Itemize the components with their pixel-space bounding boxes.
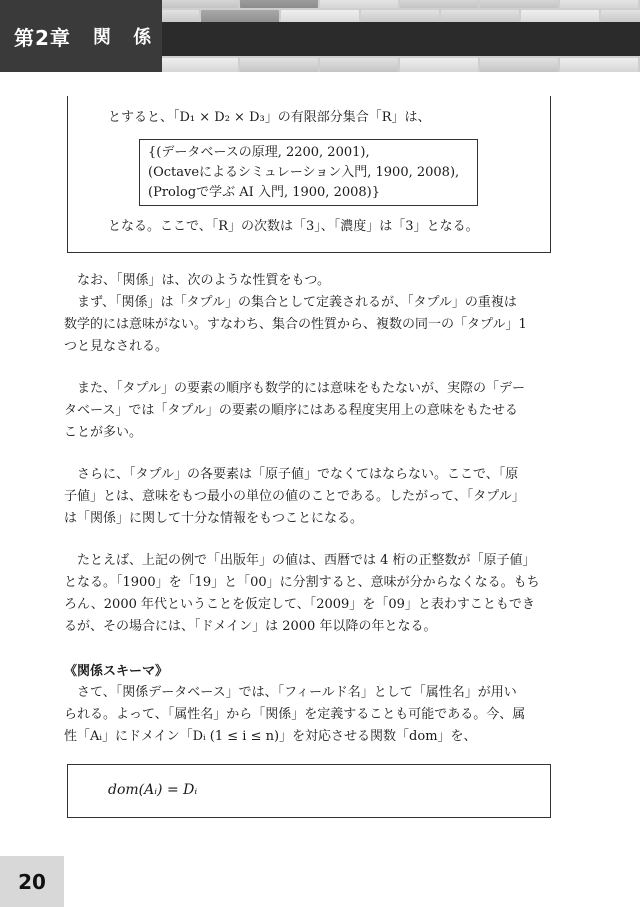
paragraph-line: られる。よって、「属性名」から「関係」を定義することも可能である。今、属 (64, 707, 526, 722)
paragraph-line: 子値」とは、意味をもつ最小の単位の値のことである。したがって、「タプル」 (64, 489, 525, 504)
chapter-number: 第2章 (14, 25, 71, 50)
chapter-header (0, 0, 640, 72)
formula: dom(Aᵢ) = Dᵢ (108, 782, 198, 798)
paragraph-line: 数学的には意味がない。すなわち、集合の性質から、複数の同一の「タプル」1 (64, 317, 527, 332)
chapter-label-box (0, 0, 162, 72)
paragraph (64, 378, 554, 444)
brick (560, 0, 638, 8)
tuple-line: (Octaveによるシミュレーション入門, 1900, 2008), (148, 165, 460, 180)
paragraph (64, 682, 554, 748)
section-heading: 《関係スキーマ》 (64, 664, 169, 679)
paragraph-line: たとえば、上記の例で「出版年」の値は、西暦では 4 桁の正整数が「原子値」 (77, 553, 536, 568)
paragraph (64, 464, 554, 530)
paragraph (64, 550, 554, 638)
example-intro: とすると、「D₁ × D₂ × D₃」の有限部分集合「R」は、 (108, 110, 431, 125)
brick (320, 58, 398, 72)
brick (480, 58, 558, 72)
tuple-line: {(データベースの原理, 2200, 2001), (148, 145, 370, 160)
page-number: 20 (0, 856, 64, 907)
paragraph-line: さて、「関係データベース」では、「フィールド名」として「属性名」が用い (77, 685, 517, 700)
tuple-set-box (139, 139, 478, 206)
paragraph (64, 270, 554, 292)
example-conclusion: となる。ここで、「R」の次数は「3」、「濃度」は「3」となる。 (108, 219, 479, 234)
brick (240, 0, 318, 8)
brick (480, 0, 558, 8)
brick (160, 0, 238, 8)
brick (320, 0, 398, 8)
paragraph-line: は「関係」に関して十分な情報をもつことになる。 (64, 511, 364, 526)
paragraph-line: また、「タプル」の要素の順序も数学的には意味をもたないが、実際の「デー (77, 381, 525, 396)
formula-box (67, 764, 551, 818)
paragraph-line: るが、その場合には、「ドメイン」は 2000 年以降の年となる。 (64, 619, 437, 634)
paragraph-line: まず、「関係」は「タプル」の集合として定義されるが、「タプル」の重複は (77, 295, 517, 310)
paragraph-line: となる。「1900」を「19」と「00」に分割すると、意味が分からなくなる。もち (64, 575, 540, 590)
paragraph-line: なお、「関係」は、次のような性質をもつ。 (77, 273, 330, 288)
brick (400, 0, 478, 8)
paragraph-line: ろん、2000 年代ということを仮定して、「2009」を「09」と表わすこともでき (64, 597, 535, 612)
brick (560, 58, 638, 72)
chapter-title: 関 係 (92, 27, 160, 48)
brick (160, 58, 238, 72)
paragraph-line: 性「Aᵢ」にドメイン「Dᵢ (1 ≤ i ≤ n)」を対応させる関数「dom」を、 (64, 729, 477, 744)
paragraph (64, 292, 554, 358)
paragraph-line: つと見なされる。 (64, 339, 169, 354)
tuple-line: (Prologで学ぶ AI 入門, 1900, 2008)} (148, 185, 380, 200)
brick (400, 58, 478, 72)
brick (240, 58, 318, 72)
paragraph-line: ことが多い。 (64, 425, 143, 440)
paragraph-line: タベース」では「タプル」の要素の順序にはある程度実用上の意味をもたせる (64, 403, 518, 418)
paragraph-line: さらに、「タプル」の各要素は「原子値」でなくてはならない。ここで、「原 (77, 467, 519, 482)
